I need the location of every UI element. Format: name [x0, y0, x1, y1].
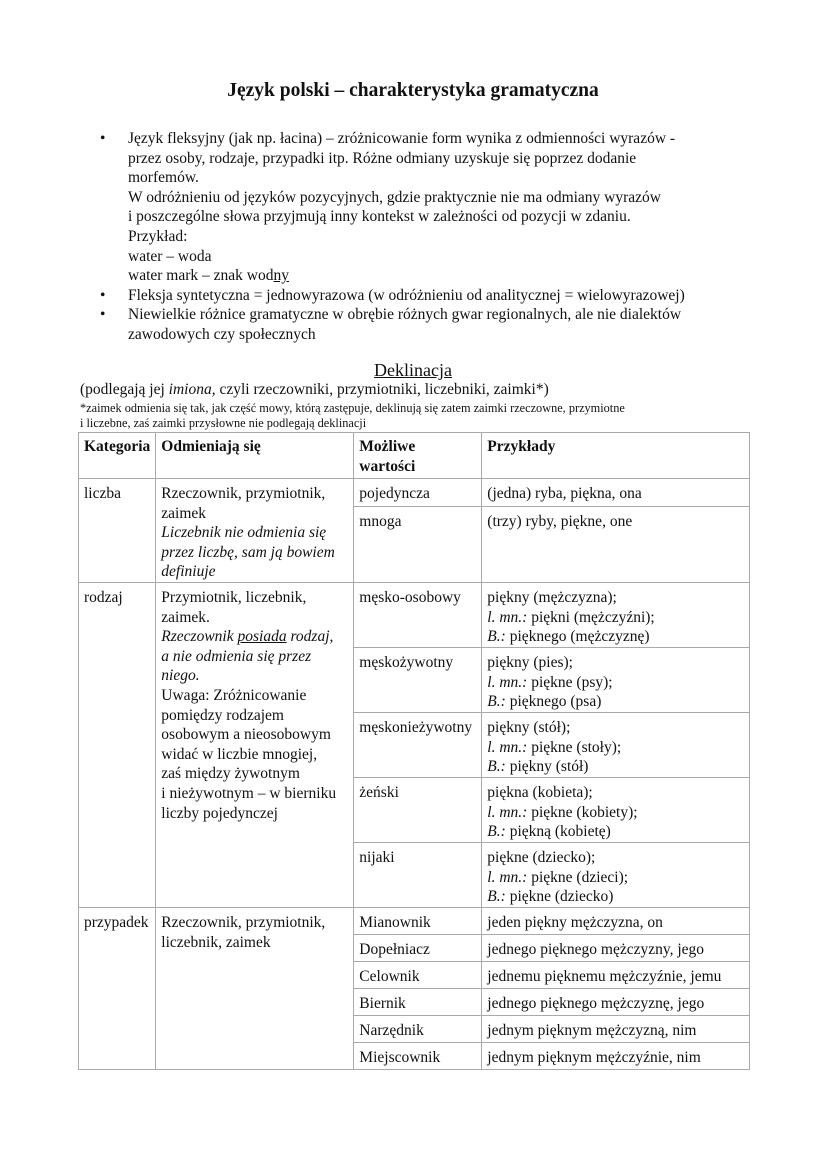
text-line: [128, 286, 780, 306]
text-segment: Język fleksyjny (jak np. łacina) – zróżnicowanie form wynika z odmienności wyrazów -: [128, 130, 676, 147]
text-segment: piękne (stoły);: [527, 738, 622, 756]
text-segment: B.:: [487, 823, 506, 841]
text-line: [487, 512, 744, 532]
text-segment: Rzeczownik, przymiotnik,: [161, 913, 326, 931]
text-segment: l. mn.:: [487, 803, 528, 821]
text-line: [161, 543, 348, 563]
category-cell: przypadek: [79, 907, 156, 1069]
text-line: [487, 994, 744, 1014]
text-segment: *zaimek odmienia się tak, jak część mowy, którą zastępuje, deklinują się zatem zaimki rzeczowne, przymiotne: [80, 401, 625, 415]
text-line: [128, 188, 780, 208]
text-line: [487, 588, 744, 608]
text-segment: Przymiotnik, liczebnik,: [161, 588, 307, 606]
text-segment: Odmieniają się: [161, 438, 261, 455]
text-segment: zaimek: [161, 504, 207, 522]
examples-cell: [482, 647, 750, 712]
text-segment: piękne (dziecko);: [487, 848, 596, 866]
text-line: [487, 868, 744, 888]
text-segment: l. mn.:: [487, 868, 528, 886]
text-segment: zaimek.: [161, 608, 210, 626]
examples-cell: [482, 934, 750, 961]
inflected-parts-cell: [156, 479, 354, 583]
text-segment: B.:: [487, 693, 506, 711]
examples-cell: [482, 712, 750, 777]
text-segment: B.:: [487, 758, 506, 776]
text-segment: piękny (mężczyzna);: [487, 588, 617, 606]
document-title: Język polski – charakterystyka gramatyczna: [227, 80, 599, 101]
text-line: [487, 967, 744, 987]
text-segment: l. mn.:: [487, 608, 528, 626]
examples-cell: [482, 777, 750, 842]
examples-cell: [482, 1015, 750, 1042]
examples-cell: [482, 479, 750, 507]
text-line: [487, 437, 744, 457]
section-title: Deklinacja: [374, 360, 452, 380]
table-header-row: [79, 433, 750, 479]
text-segment: Rzeczownik, przymiotnik,: [161, 485, 326, 502]
bullet-icon: •: [100, 286, 106, 304]
text-segment: definiuje: [161, 563, 216, 581]
text-segment: pięknego (psa): [505, 693, 602, 711]
text-line: [161, 784, 348, 804]
value-cell: Miejscownik: [354, 1042, 482, 1069]
text-segment: piękni (mężczyźni);: [527, 608, 655, 626]
text-line: [128, 129, 780, 149]
text-line: [487, 627, 744, 647]
declension-table: [78, 432, 750, 1070]
value-cell: męskonieżywotny: [354, 712, 482, 777]
text-segment: posiada: [237, 628, 287, 646]
text-segment: Liczebnik nie odmienia się: [161, 524, 327, 542]
value-cell: Dopełniacz: [354, 934, 482, 961]
text-segment: (podlegają jej: [80, 381, 169, 398]
text-segment: rodzaj,: [286, 628, 334, 646]
column-header: [156, 433, 354, 479]
text-segment: a nie odmienia się przez: [161, 647, 312, 665]
text-line: [128, 227, 780, 247]
text-segment: liczebnik, zaimek: [161, 933, 271, 951]
text-line: [161, 764, 348, 784]
text-line: [487, 608, 744, 628]
value-cell: Narzędnik: [354, 1015, 482, 1042]
text-line: [161, 562, 348, 582]
text-segment: jednego pięknego mężczyznę, jego: [487, 994, 705, 1012]
text-line: [161, 745, 348, 765]
table-row: [79, 582, 750, 647]
text-line: [128, 325, 780, 345]
text-segment: pomiędzy rodzajem: [161, 706, 284, 724]
text-line: [359, 437, 476, 457]
text-line: [487, 1021, 744, 1041]
text-segment: Możliwe: [359, 438, 416, 455]
text-line: [128, 266, 780, 286]
text-segment: morfemów.: [128, 169, 199, 187]
text-segment: piękny (stół): [505, 758, 589, 776]
text-segment: przez liczbę, sam ją bowiem: [161, 543, 335, 561]
text-segment: pięknego (mężczyznę): [505, 628, 650, 646]
value-cell: nijaki: [354, 842, 482, 907]
text-line: [161, 523, 348, 543]
text-segment: jednym pięknym mężczyzną, nim: [487, 1021, 697, 1039]
text-segment: ny: [273, 267, 289, 285]
text-segment: i nieżywotnym – w bierniku: [161, 784, 337, 802]
text-segment: i liczebne, zaś zaimki przysłowne nie podlegają deklinacji: [80, 416, 367, 430]
text-segment: W odróżnieniu od języków pozycyjnych, gdzie praktycznie nie ma odmiany wyrazów: [128, 188, 661, 206]
text-segment: Rzeczownik: [161, 628, 238, 646]
value-cell: pojedyncza: [354, 479, 482, 507]
text-segment: l. mn.:: [487, 673, 528, 691]
text-line: [487, 913, 744, 933]
value-cell: Celownik: [354, 961, 482, 988]
text-line: [161, 608, 348, 628]
text-line: [80, 416, 625, 431]
column-header: [79, 433, 156, 479]
text-segment: jeden piękny mężczyzna, on: [487, 913, 663, 931]
text-line: [161, 913, 348, 933]
category-cell: rodzaj: [79, 582, 156, 907]
text-line: [161, 588, 348, 608]
text-line: [487, 803, 744, 823]
text-segment: piękny (pies);: [487, 653, 573, 671]
value-cell: męskożywotny: [354, 647, 482, 712]
text-line: [487, 738, 744, 758]
text-line: [128, 305, 780, 325]
text-segment: piękna (kobieta);: [487, 783, 593, 801]
text-segment: imiona: [168, 381, 212, 398]
text-line: [359, 457, 476, 477]
value-cell: żeński: [354, 777, 482, 842]
text-segment: jednym pięknym mężczyźnie, nim: [487, 1048, 701, 1066]
text-line: [487, 757, 744, 777]
category-cell: liczba: [79, 479, 156, 583]
text-segment: niego.: [161, 667, 200, 685]
column-header: [354, 433, 482, 479]
text-segment: Przykłady: [487, 438, 556, 455]
bullet-item: [100, 129, 780, 286]
text-line: [161, 725, 348, 745]
footnote: [80, 401, 625, 431]
text-line: [487, 692, 744, 712]
text-segment: (trzy) ryby, piękne, one: [487, 512, 633, 530]
text-line: [128, 247, 780, 267]
bullet-icon: •: [100, 130, 106, 147]
text-segment: zaś między żywotnym: [161, 765, 300, 783]
text-line: [487, 940, 744, 960]
text-line: [487, 822, 744, 842]
text-segment: i poszczególne słowa przyjmują inny kontekst w zależności od pozycji w zdaniu.: [128, 208, 631, 226]
text-segment: Kategoria: [84, 438, 151, 455]
text-segment: B.:: [487, 888, 506, 906]
text-line: [487, 848, 744, 868]
text-segment: wartości: [359, 457, 416, 475]
text-segment: osobowym a nieosobowym: [161, 726, 331, 744]
text-line: [161, 437, 348, 457]
text-segment: liczby pojedynczej: [161, 804, 278, 822]
text-segment: piękne (dzieci);: [527, 868, 629, 886]
text-segment: Niewielkie różnice gramatyczne w obrębie różnych gwar regionalnych, ale nie dialektów: [128, 306, 682, 324]
text-segment: przez osoby, rodzaje, przypadki itp. Różne odmiany uzyskuje się poprzez dodanie: [128, 149, 637, 167]
text-segment: Uwaga: Zróżnicowanie: [161, 686, 307, 704]
text-line: [128, 168, 780, 188]
text-line: [487, 653, 744, 673]
value-cell: mnoga: [354, 506, 482, 582]
text-segment: piękną (kobietę): [505, 823, 611, 841]
table-row: [79, 479, 750, 507]
text-line: [84, 437, 150, 457]
text-line: [161, 647, 348, 667]
examples-cell: [482, 988, 750, 1015]
text-line: [161, 933, 348, 953]
text-segment: , czyli rzeczowniki, przymiotniki, liczebniki, zaimki*): [211, 381, 549, 398]
inflected-parts-cell: [156, 582, 354, 907]
value-cell: męsko-osobowy: [354, 582, 482, 647]
text-segment: zawodowych czy społecznych: [128, 325, 316, 343]
text-segment: Przykład:: [128, 227, 188, 245]
text-segment: piękne (dziecko): [505, 888, 614, 906]
text-segment: piękny (stół);: [487, 718, 571, 736]
value-cell: Biernik: [354, 988, 482, 1015]
text-line: [128, 207, 780, 227]
text-line: [128, 149, 780, 169]
examples-cell: [482, 907, 750, 934]
text-line: [487, 484, 744, 504]
table-row: [79, 907, 750, 934]
section-subtitle: [80, 381, 549, 399]
text-segment: widać w liczbie mnogiej,: [161, 745, 318, 763]
examples-cell: [482, 506, 750, 582]
text-segment: l. mn.:: [487, 738, 528, 756]
text-line: [161, 686, 348, 706]
text-line: [487, 783, 744, 803]
bullet-item: [100, 286, 780, 306]
column-header: [482, 433, 750, 479]
text-segment: jednego pięknego mężczyzny, jego: [487, 940, 705, 958]
text-line: [161, 666, 348, 686]
text-line: [487, 673, 744, 693]
text-line: [161, 484, 348, 504]
value-cell: Mianownik: [354, 907, 482, 934]
text-segment: water mark – znak wod: [128, 267, 274, 285]
text-line: [487, 887, 744, 907]
examples-cell: [482, 842, 750, 907]
examples-cell: [482, 582, 750, 647]
text-segment: water – woda: [128, 247, 212, 265]
text-line: [487, 718, 744, 738]
text-segment: (jedna) ryba, piękna, ona: [487, 485, 642, 502]
text-line: [161, 804, 348, 824]
text-segment: Fleksja syntetyczna = jednowyrazowa (w odróżnieniu od analitycznej = wielowyrazowej): [128, 286, 685, 304]
text-segment: B.:: [487, 628, 506, 646]
text-line: [80, 401, 625, 416]
text-segment: piękne (psy);: [527, 673, 613, 691]
bullet-icon: •: [100, 306, 106, 324]
text-line: [161, 627, 348, 647]
bullet-list: [100, 129, 780, 345]
examples-cell: [482, 1042, 750, 1069]
text-line: [161, 504, 348, 524]
bullet-item: [100, 305, 780, 344]
text-line: [161, 706, 348, 726]
text-line: [487, 1048, 744, 1068]
examples-cell: [482, 961, 750, 988]
inflected-parts-cell: [156, 907, 354, 1069]
text-segment: piękne (kobiety);: [527, 803, 638, 821]
text-segment: jednemu pięknemu mężczyźnie, jemu: [487, 967, 722, 985]
